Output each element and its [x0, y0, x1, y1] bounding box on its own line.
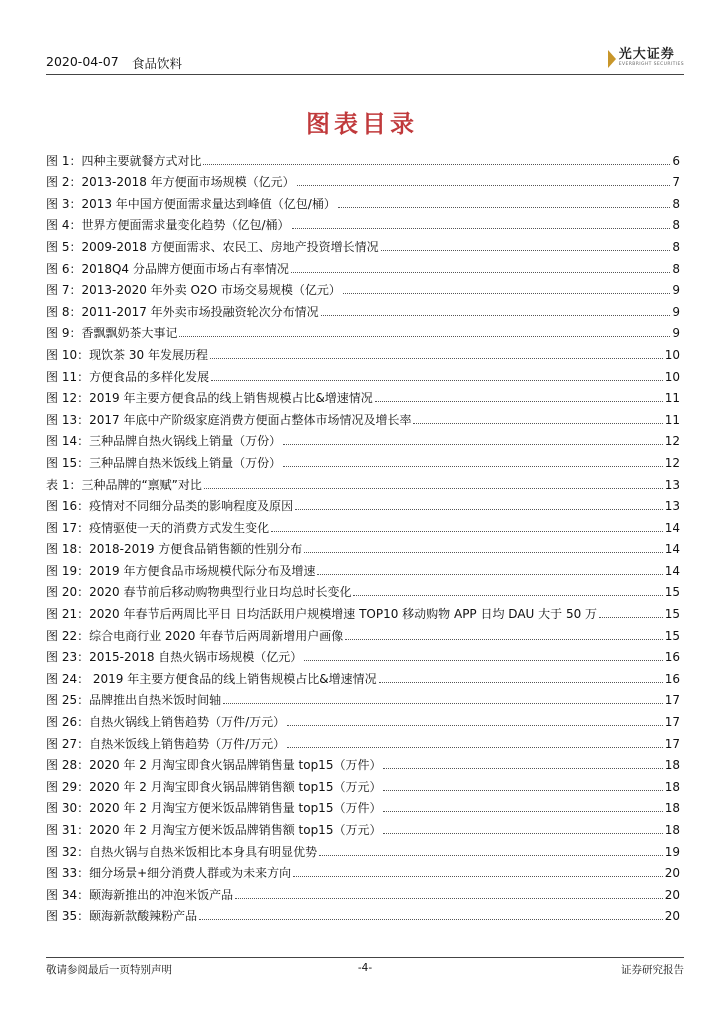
toc-entry-label: 图 2：2013-2018 年方便面市场规模（亿元）	[46, 175, 295, 190]
toc-entry-label: 图 7：2013-2020 年外卖 O2O 市场交易规模（亿元）	[46, 283, 341, 298]
toc-entry-page: 10	[664, 347, 680, 362]
toc-dot-leader	[211, 380, 663, 381]
toc-entry[interactable]	[46, 556, 680, 578]
toc-dot-leader	[317, 574, 662, 575]
report-category: 食品饮料	[132, 56, 183, 71]
toc-entry[interactable]	[46, 707, 680, 729]
toc-entry-label: 图 12：2019 年主要方便食品的线上销售规模占比&增速情况	[46, 391, 373, 406]
toc-entry-label: 图 29：2020 年 2 月淘宝即食火锅品牌销售额 top15（万元）	[46, 779, 382, 794]
toc-dot-leader	[383, 790, 662, 791]
toc-dot-leader	[199, 919, 663, 920]
toc-entry-page: 8	[672, 261, 680, 276]
toc-entry[interactable]	[46, 427, 680, 449]
toc-entry[interactable]	[46, 535, 680, 557]
logo-english-text: EVERBRIGHT SECURITIES	[618, 62, 684, 67]
toc-entry-label: 图 33：细分场景+细分消费人群或为未来方向	[46, 866, 292, 881]
toc-entry[interactable]	[46, 470, 680, 492]
toc-entry-page: 18	[664, 801, 680, 816]
toc-dot-leader	[287, 725, 663, 726]
toc-dot-leader	[235, 898, 663, 899]
toc-entry-label: 图 17：疫情驱使一天的消费方式发生变化	[46, 520, 270, 535]
toc-entry[interactable]	[46, 686, 680, 708]
toc-entry-label: 图 28：2020 年 2 月淘宝即食火锅品牌销售量 top15（万件）	[46, 758, 382, 773]
toc-entry[interactable]	[46, 276, 680, 298]
toc-dot-leader	[353, 595, 662, 596]
toc-entry[interactable]	[46, 664, 680, 686]
toc-entry[interactable]	[46, 168, 680, 190]
toc-dot-leader	[375, 401, 663, 402]
toc-entry-label: 图 25：品牌推出自热米饭时间轴	[46, 693, 222, 708]
toc-entry[interactable]	[46, 902, 680, 924]
toc-entry-label: 图 11：方便食品的多样化发展	[46, 369, 210, 384]
toc-entry[interactable]	[46, 578, 680, 600]
toc-dot-leader	[304, 660, 662, 661]
toc-entry-label: 图 23：2015-2018 自热火锅市场规模（亿元）	[46, 650, 303, 665]
toc-entry-label: 图 35：颐海新款酸辣粉产品	[46, 909, 198, 924]
toc-entry-label: 图 34：颐海新推出的冲泡米饭产品	[46, 887, 234, 902]
toc-entry-page: 16	[664, 671, 680, 686]
toc-dot-leader	[287, 747, 663, 748]
toc-entry-label: 图 14：三种品牌自热火锅线上销量（万份）	[46, 434, 282, 449]
toc-entry-label: 图 1：四种主要就餐方式对比	[46, 153, 202, 168]
toc-dot-leader	[413, 423, 662, 424]
toc-entry[interactable]	[46, 751, 680, 773]
toc-entry[interactable]	[46, 362, 680, 384]
toc-dot-leader	[321, 315, 671, 316]
toc-entry[interactable]	[46, 146, 680, 168]
toc-entry[interactable]	[46, 599, 680, 621]
toc-entry[interactable]	[46, 815, 680, 837]
toc-entry-page: 8	[672, 218, 680, 233]
toc-entry-page: 14	[664, 563, 680, 578]
toc-entry[interactable]	[46, 729, 680, 751]
toc-entry-label: 图 21：2020 年春节后两周比平日 日均活跃用户规模增速 TOP10 移动购物 APP 日均 DAU 大于 50 万	[46, 607, 598, 622]
toc-entry-page: 15	[664, 585, 680, 600]
toc-entry-page: 15	[664, 607, 680, 622]
toc-entry-label: 图 18：2018-2019 方便食品销售额的性别分布	[46, 542, 303, 557]
toc-entry-page: 8	[672, 196, 680, 211]
toc-entry-label: 图 20：2020 春节前后移动购物典型行业日均总时长变化	[46, 585, 352, 600]
toc-entry-page: 9	[672, 283, 680, 298]
toc-entry-label: 图 9：香飘飘奶茶大事记	[46, 326, 178, 341]
toc-dot-leader	[599, 617, 663, 618]
toc-dot-leader	[379, 682, 663, 683]
toc-entry[interactable]	[46, 448, 680, 470]
toc-entry[interactable]	[46, 232, 680, 254]
toc-entry-label: 图 30：2020 年 2 月淘宝方便米饭品牌销售量 top15（万件）	[46, 801, 382, 816]
toc-dot-leader	[179, 336, 670, 337]
toc-entry-page: 20	[664, 909, 680, 924]
toc-dot-leader	[271, 531, 663, 532]
toc-entry-page: 10	[664, 369, 680, 384]
toc-dot-leader	[210, 358, 663, 359]
toc-entry-page: 18	[664, 758, 680, 773]
toc-dot-leader	[223, 703, 663, 704]
toc-entry-page: 14	[664, 542, 680, 557]
toc-entry-page: 18	[664, 823, 680, 837]
brand-logo	[608, 48, 684, 72]
report-date: 2020-04-07	[46, 54, 119, 69]
toc-entry[interactable]	[46, 880, 680, 902]
toc-dot-leader	[291, 272, 670, 273]
footer-disclaimer: 敬请参阅最后一页特别声明	[46, 964, 172, 976]
toc-entry-page: 9	[672, 304, 680, 319]
toc-entry-page: 14	[664, 520, 680, 535]
toc-entry-label: 图 13：2017 年底中产阶级家庭消费方便面占整体市场情况及增长率	[46, 412, 412, 427]
toc-entry-page: 16	[664, 650, 680, 665]
toc-entry-page: 11	[664, 412, 680, 427]
toc-entry-label: 图 31：2020 年 2 月淘宝方便米饭品牌销售额 top15（万元）	[46, 823, 382, 837]
toc-dot-leader	[319, 855, 663, 856]
toc-entry[interactable]	[46, 492, 680, 514]
toc-entry[interactable]	[46, 513, 680, 535]
toc-dot-leader	[383, 768, 662, 769]
page-title: 图表目录	[306, 109, 418, 138]
toc-dot-leader	[292, 228, 671, 229]
toc-dot-leader	[383, 833, 662, 834]
page-number: -4-	[357, 962, 373, 974]
toc-entry-label: 图 19：2019 年方便食品市场规模代际分布及增速	[46, 563, 316, 578]
toc-entry[interactable]	[46, 837, 680, 859]
toc-dot-leader	[383, 811, 662, 812]
toc-entry[interactable]	[46, 772, 680, 794]
toc-dot-leader	[345, 639, 662, 640]
toc-entry-label: 图 3：2013 年中国方便面需求量达到峰值（亿包/桶）	[46, 196, 336, 211]
toc-dot-leader	[381, 250, 671, 251]
toc-entry-page: 13	[664, 477, 680, 492]
toc-entry-page: 17	[664, 715, 680, 730]
toc-entry[interactable]	[46, 643, 680, 665]
page-header	[46, 48, 684, 74]
toc-entry[interactable]	[46, 405, 680, 427]
logo-chinese-text: 光大证券	[618, 47, 675, 62]
toc-dot-leader	[304, 552, 662, 553]
toc-dot-leader	[295, 509, 663, 510]
toc-entry[interactable]	[46, 319, 680, 341]
toc-dot-leader	[338, 207, 671, 208]
footer-divider	[46, 957, 684, 958]
toc-entry[interactable]	[46, 340, 680, 362]
toc-entry-label: 图 8：2011-2017 年外卖市场投融资轮次分布情况	[46, 304, 319, 319]
toc-entry[interactable]	[46, 794, 680, 816]
toc-dot-leader	[293, 876, 663, 877]
footer-report-type: 证券研究报告	[621, 964, 684, 976]
toc-entry-page: 8	[672, 239, 680, 254]
logo-mark-icon	[608, 50, 616, 68]
toc-entry[interactable]	[46, 621, 680, 643]
toc-entry-page: 9	[672, 326, 680, 341]
toc-entry-label: 图 16：疫情对不同细分品类的影响程度及原因	[46, 499, 294, 514]
toc-entry-page: 15	[664, 628, 680, 643]
toc-entry[interactable]	[46, 859, 680, 881]
toc-entry-page: 20	[664, 866, 680, 881]
toc-dot-leader	[343, 293, 671, 294]
toc-dot-leader	[283, 466, 663, 467]
toc-entry-label: 图 5：2009-2018 方便面需求、农民工、房地产投资增长情况	[46, 239, 379, 254]
toc-entry-page: 17	[664, 693, 680, 708]
toc-entry-label: 图 10：现饮茶 30 年发展历程	[46, 347, 208, 362]
toc-entry-label: 图 26：自热火锅线上销售趋势（万件/万元）	[46, 715, 286, 730]
toc-entry-page: 6	[672, 153, 680, 168]
toc-entry[interactable]	[46, 384, 680, 406]
toc-entry-page: 7	[672, 175, 680, 190]
toc-entry[interactable]	[46, 297, 680, 319]
toc-entry-label: 图 22：综合电商行业 2020 年春节后两周新增用户画像	[46, 628, 344, 643]
toc-entry-page: 12	[664, 434, 680, 449]
toc-entry-label: 图 32：自热火锅与自热米饭相比本身具有明显优势	[46, 844, 318, 859]
toc-dot-leader	[283, 444, 663, 445]
toc-entry-label: 图 15：三种品牌自热米饭线上销量（万份）	[46, 455, 282, 470]
toc-dot-leader	[203, 164, 670, 165]
toc-entry[interactable]	[46, 189, 680, 211]
toc-entry-label: 图 27：自热米饭线上销售趋势（万件/万元）	[46, 736, 286, 751]
toc-entry-page: 19	[664, 844, 680, 859]
toc-entry-label: 图 24： 2019 年主要方便食品的线上销售规模占比&增速情况	[46, 671, 377, 686]
toc-dot-leader	[204, 488, 663, 489]
toc-entry-label: 图 6：2018Q4 分品牌方便面市场占有率情况	[46, 261, 289, 276]
toc-entry-label: 图 4：世界方便面需求量变化趋势（亿包/桶）	[46, 218, 290, 233]
toc-entry-page: 12	[664, 455, 680, 470]
toc-dot-leader	[297, 185, 671, 186]
toc-entry-page: 18	[664, 779, 680, 794]
toc-entry-page: 17	[664, 736, 680, 751]
toc-entry[interactable]	[46, 254, 680, 276]
toc-entry-page: 20	[664, 887, 680, 902]
table-of-figures	[46, 146, 680, 923]
toc-entry-label: 表 1：三种品牌的“禀赋”对比	[46, 477, 202, 492]
toc-entry-page: 11	[664, 391, 680, 406]
header-divider	[46, 74, 684, 75]
toc-entry[interactable]	[46, 211, 680, 233]
toc-entry-page: 13	[664, 499, 680, 514]
